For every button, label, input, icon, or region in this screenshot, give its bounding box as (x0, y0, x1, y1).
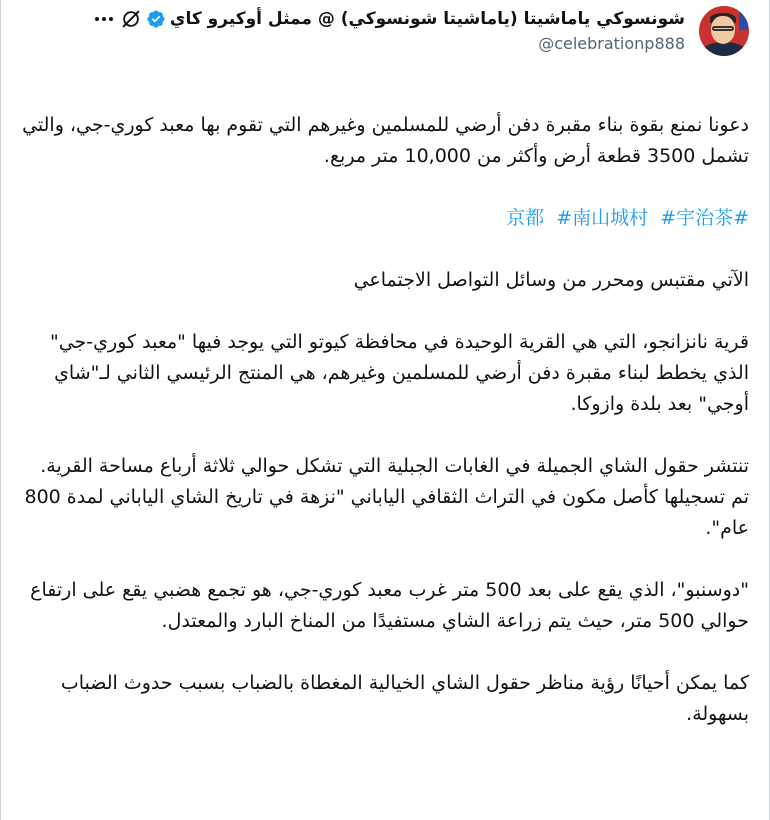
tweet-text (19, 110, 749, 761)
author-handle[interactable]: @celebrationp888 (538, 34, 685, 53)
avatar-suit (702, 42, 746, 56)
author-name-row (92, 6, 685, 32)
hashtag-link[interactable]: #京都 (506, 207, 749, 229)
tweet-paragraph-1: دعونا نمنع بقوة بناء مقبرة دفن أرضي للمسلمين وغيرهم التي تقوم بها معبد كوري-جي، والتي تشمل 3500 قطعة أرض وأكثر من 10,000 متر مربع. (22, 114, 749, 167)
verified-badge-icon[interactable] (146, 9, 166, 29)
avatar-glasses (712, 26, 734, 31)
tweet-paragraph-6: كما يمكن أحيانًا رؤية مناظر حقول الشاي الخيالية المغطاة بالضباب بسبب حدوث الضباب بسهولة. (60, 672, 749, 725)
hashtag-link[interactable]: #南山城村 (556, 207, 649, 229)
tweet-paragraph-2: الآتي مقتبس ومحرر من وسائل التواصل الاجتماعي (353, 269, 749, 291)
tweet-paragraph-4b: تم تسجيلها كأصل مكون في التراث الثقافي الياباني "نزهة في تاريخ الشاي الياباني لمدة 800 عام". (24, 486, 749, 539)
more-options-icon[interactable] (92, 8, 116, 30)
author-avatar[interactable] (699, 6, 749, 56)
tweet-paragraph-3: قرية نانزانجو، التي هي القرية الوحيدة في محافظة كيوتو التي يوجد فيها "معبد كوري-جي" الذي يخطط لبناء مقبرة دفن أرضي للمسلمين وغيرهم، هي المنتج الرئيسي الثاني لـ"شاي أوجي" بعد بلدة وازوكا. (49, 331, 749, 415)
tweet-paragraph-4a: تنتشر حقول الشاي الجميلة في الغابات الجبلية التي تشكل حوالي ثلاثة أرباع مساحة القرية. (40, 455, 749, 477)
grok-icon[interactable] (120, 8, 142, 30)
hashtag-list (19, 203, 749, 234)
hashtag-link[interactable]: #宇治茶 (660, 207, 734, 229)
author-display-name[interactable]: شونسوكي ياماشيتا (ياماشيتا شونسوكي) @ ممثل أوكيرو كاي (169, 9, 685, 29)
tweet-paragraph-5: "دوسنبو"، الذي يقع على بعد 500 متر غرب معبد كوري-جي، هو تجمع هضبي يقع على ارتفاع حوالي 500 متر، حيث يتم زراعة الشاي مستفيدًا من المناخ البارد والمعتدل. (30, 579, 749, 632)
avatar-flag (739, 12, 748, 30)
